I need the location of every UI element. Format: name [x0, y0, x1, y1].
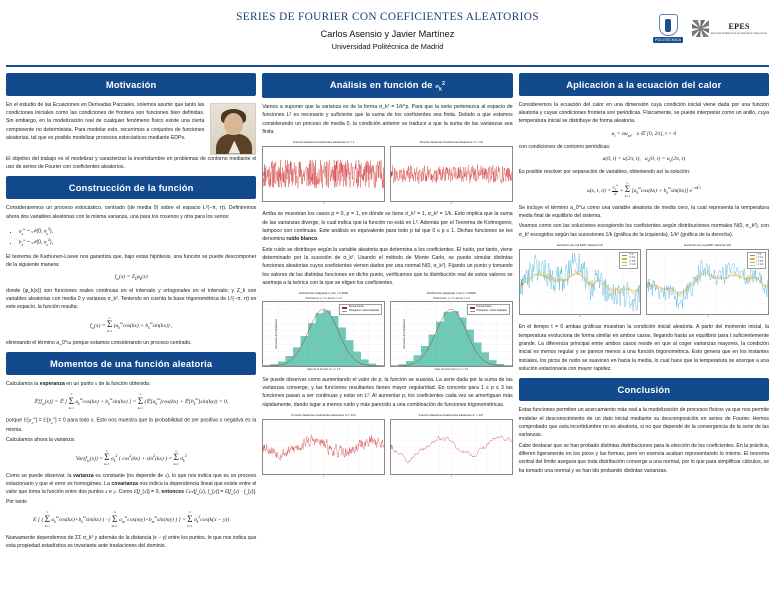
construccion-equation-1: $f_\omega(x) = Z_k\varphi_k(x)$ — [114, 274, 148, 282]
legend-t05: t = 0.5 — [628, 260, 636, 263]
chart-heat-1k2-title: Evolución de una EDP. Varianza 1/k² — [684, 243, 732, 248]
aplicacion-paragraph-3: Es posible resolver por separación de variables, obteniendo así la solución: — [518, 169, 691, 176]
figure-row-noise-bottom — [262, 414, 512, 478]
section-header-analisis — [262, 73, 512, 98]
chart-hist-right-legend — [467, 304, 510, 315]
authors: Carlos Asensio y Javier Martínez — [320, 29, 455, 39]
chart-noise-p0 — [262, 141, 385, 205]
chart-hist-left-xlabel: Valor de la función en x = 1.5 — [306, 367, 341, 371]
column-right — [519, 73, 769, 599]
chart-heat-1k-title: Evolución de una EDP. Varianza 1/k — [556, 243, 603, 248]
chart-noise-p3 — [262, 414, 385, 478]
chart-noise-p1-canvas — [391, 147, 512, 201]
section-header-conclusion: Conclusión — [519, 378, 769, 401]
chart-hist-right-ylabel: Densidad de probabilidad — [403, 319, 407, 349]
chart-noise-p5-xlabel: x — [450, 475, 452, 479]
legend-t10-b: t = 1.0 — [756, 263, 763, 266]
section-header-aplicacion: Aplicación a la ecuación del calor — [519, 73, 769, 96]
chart-noise-p0-axes — [262, 146, 385, 202]
construccion-bullet-1: • $a_k^\omega$ ~ 𝒩(0, $\sigma_k^2$), — [19, 226, 256, 237]
chart-noise-p3-ylabel: f(x) — [262, 444, 266, 449]
chart-noise-p0-canvas — [263, 147, 384, 201]
fourier-portrait-image — [210, 103, 256, 155]
analisis-ruido-blanco: ruido blanco — [286, 236, 318, 243]
conclusion-paragraph-1: Estas funciones permiten un acercamiento más real a la modelización de procesos físicos ya que nos permite modelar el desconocimiento de un dato inicial mediante su descomposición en series de Fourier. Hemos comprobado que esta incertidumbre no es aleatoria, si no que depende de la convergencia de la serie de las varianzas. — [518, 407, 769, 439]
chart-noise-p1-ylabel: f(x) — [390, 172, 394, 176]
chart-hist-right-axes — [390, 301, 513, 367]
construccion-equation-2: $f_\omega(x)$ = ∞ Σ k=1 $(a_k^\omega\cos(kx) + b_k^\omega\sin(kx))$ , — [89, 315, 173, 334]
figure-row-heat — [519, 244, 769, 318]
section-header-analisis-symbol: $\sigma_k^2$ — [435, 80, 446, 92]
aplicacion-paragraph-1: Consideremos la ecuación del calor en una dimensión cuya condición inicial viene dada por una función aleatoria y cuyas condiciones frontera son periódicas. Físicamente, se puede interpretar como un anillo, cuya temperatura inicial se distribuye de forma aleatoria. — [518, 101, 769, 125]
conclusion-paragraph-2: Cabe destacar que se han probado distintas distribuciones para la elección de los coeficientes. En la práctica, difieren ligeramente en los picos y las formas, pero en esencia acaban representando lo mismo. El teorema central del límite asegura que toda distribución converge a una normal, por lo que para simplificar cálculos, se ha tomado una normal y se han ido probando distintas varianzas. — [518, 442, 769, 474]
chart-noise-p5-ylabel: f(x) — [390, 444, 394, 449]
chart-noise-p5-title: Función Aleatoria Coeficientes Aleatorios σ² = 1/k⁵ — [419, 412, 484, 417]
momentos-equation-3: E [ ( ∞ Σ k=1 $a_k^\omega\cos(kx)+b_k^\omega\sin(kx)$ ) · ( ∞ Σ m=1 $a_m^\omega\cos(my)+b_m^\omega\sin(my)$ ) ] = ∞ Σ k=1 $\sigma_k^2\cos(k(x - y))$ — [33, 510, 230, 528]
legend-normal-teorica: Normal teórica — [348, 306, 364, 309]
aplicacion-equation-2: u(0, t) = u(2π, t), $u_x(0$, $t) = u_x(2\pi$, t) — [602, 156, 686, 164]
construccion-paragraph-2: El teorema de Karhunen-Loeve nos garantiza que, bajo estas hipótesis, una función se puede descomponer de la siguiente manera: — [6, 253, 257, 269]
chart-heat-1k — [519, 244, 642, 318]
chart-noise-p3-title: Función Aleatoria Coeficientes Aleatorios σ² = 1/k³ — [291, 412, 356, 417]
momentos-paragraph-3: Calculamos ahora la varianza: — [6, 437, 76, 444]
chart-noise-p1-axes — [390, 146, 513, 202]
legend-t05-b: t = 0.5 — [756, 260, 763, 263]
chart-noise-p1-xlabel: x — [450, 202, 452, 206]
momentos-paragraph-1: Calculamos la esperanza en un punto x de la función obtenida: — [6, 381, 151, 388]
chart-hist-right-title: Distribución Adaptada f_sum = 0.0000 — [426, 291, 476, 296]
construccion-bullets — [6, 226, 256, 248]
chart-hist-right-xlabel: Valor de la función en x = 1.5 — [434, 367, 469, 371]
chart-noise-p1-title: Función Aleatoria Coeficientes Aleatorios σ² = 1/k — [419, 140, 483, 145]
aplicacion-paragraph-2: con condiciones de contorno periódicas: — [518, 143, 611, 150]
construccion-paragraph-3: donde {φ_k(x)} son funciones reales continuas en el intervalo y ortogonales en el intervalo; y Z_k son variables aleatorias con media 0 y varianza σ_k². Teniendo en cuenta la base trigonométrica de L²(−π, π) en este espacio, la función resulta: — [6, 287, 257, 311]
momentos-paragraph-2: porque $𝔼[a_k^\omega]$ = $𝔼[b_k^\omega] = 0$ para todo k. Esto nos muestra que la probabilidad de ser positiva o negativa es la misma. — [6, 415, 257, 433]
legend-t10: t = 1.0 — [628, 263, 636, 266]
chart-hist-right-subtitle: Parámetros: μ = 0, desvío = 1.0 — [433, 297, 470, 301]
chart-noise-p0-ylabel: f(x) — [262, 172, 266, 176]
chart-noise-p3-axes — [262, 419, 385, 475]
figure-row-noise-top — [262, 141, 512, 205]
chart-heat-1k-xlabel: x — [579, 315, 581, 319]
upm-logo-tag: POLITÉCNICA — [655, 38, 682, 43]
affiliation: Universidad Politécnica de Madrid — [331, 42, 444, 51]
aplicacion-paragraph-4: Se incluye el término a_0^ω como una variable aleatoria de media cero, la cual representa la temperatura media final de equilibrio del sistema. — [518, 204, 769, 220]
legend-normal-teorica-2: Normal teórica — [476, 306, 492, 309]
chart-hist-right — [390, 292, 513, 370]
motivacion-paragraph-2: El objetivo del trabajo es el modelizar y caracterizar la incertidumbre en problemas de contorno mediante el uso de series de Fourier con coeficientes aleatorios. — [6, 155, 257, 170]
page-title-text: SERIES DE FOURIER CON COEFICIENTES ALEATORIOS — [236, 11, 539, 23]
chart-heat-1k2-axes — [646, 249, 769, 315]
upm-logo-icon — [653, 14, 683, 43]
momentos-paragraph-4: Como se puede observar, la varianza es constante (no depende de x), lo que nos indica que es un proceso estacionario y que el error es homogéneo. La covarianza nos indica la dependencia lineal que existe entre el valor que toma la función entre dos puntos x e y. Como $E[f_\omega(x)] = 0$, entonces $Cov[f_\omega(x)$, $f_\omega(y)] = E[f_\omega(x) \cdot f_\omega(y)]$. Por tanto — [6, 472, 257, 506]
chart-hist-left — [262, 292, 385, 370]
upm-crest-icon — [659, 14, 678, 36]
column-left — [6, 73, 256, 599]
section-header-momentos: Momentos de una función aleatoria — [6, 352, 256, 375]
chart-noise-p5-axes — [390, 419, 513, 475]
chart-heat-1k-axes — [519, 249, 642, 315]
legend-t01: t = 0.1 — [628, 257, 636, 260]
legend-t01-b: t = 0.1 — [756, 257, 763, 260]
momentos-equation-2: $Var(f_\omega(x))$ = ∞ Σ k=1 $\sigma_k^2$ ( $\cos^2(kx) + \sin^2(kx)$ ) = ∞ Σ k=1 $\sigma_k^2$ — [75, 448, 187, 467]
chart-noise-p5 — [390, 414, 513, 478]
momentos-equation-1: $𝔼[f_\omega(x)]$ = 𝔼 [ ∞ Σ k=1 $a_k^\omega\cos(kx) + b_k^\omega\sin(kx)$ ] = ∞ Σ k=1 ($𝔼[a_k^\omega]\cos(kx)$ + $𝔼[b_k^\omega]\sin(kx)) = 0$, — [34, 392, 229, 410]
chart-heat-1k2-ylabel: u(x,t) — [647, 278, 651, 285]
epes-logo-name: EPES — [728, 21, 750, 31]
chart-heat-1k-legend — [619, 252, 638, 270]
analisis-paragraph-3: Este ruido se distribuye según la variable aleatoria que determina a los coeficientes. El ruido, por tanto, viene determinado por la sucesión de σ_k². Usando el método de Monte Carlo, se puede simular distintas funciones aleatorias cuyos coeficientes vienen dados por una normal N(0, σ_k²). Fijando un punto y tomando los valores de las distintas funciones en dicho punto, verificamos que la distribución real de estos valores se asemeja a la teórica con la que se eligen los coeficientes. — [262, 246, 513, 287]
poster-columns — [0, 67, 775, 599]
chart-noise-p1 — [390, 141, 513, 205]
chart-noise-p0-xlabel: x — [323, 202, 325, 206]
chart-noise-p3-xlabel: x — [323, 475, 325, 479]
construccion-bullet-2: • $b_k^\omega$ ~ 𝒩(0, $\sigma_k^2$), — [19, 237, 256, 248]
legend-histograma-2: Histograma - Datos Adaptada — [476, 309, 507, 312]
chart-heat-1k2-legend — [747, 252, 766, 270]
construccion-paragraph-1: Consideraremos un proceso estocástico, centrado (de media 0) sobre el espacio L²(−π, π). Definiremos ahora dos variables aleatorias con la misma varianza, una para los cosenos y otra para los senos: — [6, 205, 257, 220]
legend-histograma: Histograma - Datos Adaptada — [348, 309, 379, 312]
chart-noise-p0-title: Función Aleatoria Coeficientes Aleatorios σ² = 1 — [293, 140, 355, 145]
section-header-analisis-text: Análisis en función de — [329, 78, 433, 90]
chart-heat-1k-ylabel: u(x,t) — [520, 278, 524, 285]
epes-logo-icon — [692, 20, 767, 37]
analisis-paragraph-2: Arriba se muestran los casos p = 0, p = 1, en dónde se tiene σ_k² = 1, σ_k² = 1/k. Esto implica que la suma de las varianzas diverge, lo cual indica que la función no está en L². Además por el Teorema de Kolmogorov, tampoco son continuas. Este análisis es equivalente para todo p tal que 0 ≤ p ≤ 1. Dichas funciones se les denomina ruido blanco. — [262, 211, 513, 243]
chart-noise-p5-canvas — [391, 420, 512, 474]
motivacion-paragraph-1: En el estudio de las Ecuaciones en Derivadas Parciales, solemos asumir que tanto las condiciones iniciales como las condiciones de frontera son funciones bien definidas. Sin embargo, en la modelización real de cualquier fenómeno físico existe una cierta componente no determinista. Para modelar esto, recurrimos a conjuntos de funciones aleatorias, tal que es posible modelizar procesos estocásticos mediante EDPs. — [6, 101, 205, 141]
epes-mark-icon — [692, 20, 709, 37]
legend-t0-b: t = 0 — [756, 253, 762, 256]
section-header-motivacion: Motivación — [6, 73, 256, 96]
analisis-paragraph-1: Vamos a suponer que la varianza es de la forma σ_k² = 1/k^p. Para que la serie pertenezca al espacio de funciones L² es necesario y suficiente que la suma de los coeficientes sea finita. Debido a que estamos considerando un proceso de media 0, la condición anterior se traduce a que la suma de las varianzas sea finita. — [262, 103, 513, 135]
legend-t0: t = 0 — [628, 253, 634, 256]
chart-hist-left-ylabel: Densidad de probabilidad — [275, 319, 279, 349]
column-middle — [262, 73, 512, 599]
chart-hist-left-subtitle: Parámetros: μ = 0, desvío = 1.0 — [305, 297, 342, 301]
analisis-paragraph-2-text: Arriba se muestran los casos p = 0, p = 1, en dónde se tiene σ_k² = 1, σ_k² = 1/k. Esto implica que la suma de las varianzas diverge, lo cual indica que la función no está en L². Además por el Teorema de Kolmogorov, tampoco son continuas. Este análisis es equivalente para todo p tal que 0 ≤ p ≤ 1. Dichas funciones se les denomina — [262, 211, 513, 243]
analisis-paragraph-4: Se puede observar como aumentando el valor de p, la función se suaviza. La serie dada por la suma de las varianzas converge, y las funciones resultantes tienen mayor regularidad. En concreto para 1 ≤ p ≤ 3 las funciones pasan a ser continuas y estar en L². Al aumentar p, los coeficientes cada vez se amortiguan más rápidamente, dando lugar a menos ruido y más parecido a una combinación de funciones trigonométricas. — [262, 376, 513, 408]
chart-heat-1k2 — [646, 244, 769, 318]
logo-group — [653, 14, 767, 43]
chart-heat-1k2-xlabel: x — [707, 315, 709, 319]
chart-hist-left-axes — [262, 301, 385, 367]
figure-row-hist — [262, 292, 512, 370]
epes-logo-sub: Escuela Politécnica de Estudios Superiores — [711, 30, 767, 35]
chart-hist-left-title: Distribución Adaptada f_sum = 0.0000 — [299, 291, 349, 296]
poster-header — [0, 0, 775, 62]
momentos-paragraph-5: Nuevamente dependemos de ΣΣ σ_k² y además de la distancia |x − y| entre los puntos, lo que nos indica que esta propiedad estadística es invariante ante traslaciones del dominio. — [6, 534, 257, 549]
chart-hist-left-legend — [339, 304, 382, 315]
section-header-construccion: Construcción de la función — [6, 176, 256, 199]
aplicacion-paragraph-6: En el tiempo t = 0 ambas gráficas muestran la condición inicial aleatoria. A partir del momento inicial, la temperatura evoluciona de forma similar en ambos casos, llegando hasta un equilibrio para t suficientemente grande. La diferencia principal entre ambos casos reside en que al coger varianzas mayores, la condición inicial es menos regular y se parece menos a una función trigonométrica. Esto genera que en los instantes iniciales, los picos de ruido se suavicen en hacia la media, lo cual hace que la temperatura se acerque a una solución estacionaria con mayor rapidez. — [518, 324, 769, 372]
aplicacion-paragraph-5: Veamos como son las soluciones escogiendo los coeficientes según distribuciones normales N(0, σ_k²), con σ_k² escogidos según las sucesiones 1/k (gráfica de la izquierda), 1/k² (gráfica de la derecha). — [518, 223, 769, 238]
construccion-paragraph-4: eliminando el término a_0^ω porque estamos considerando un proceso centrado. — [6, 339, 192, 346]
aplicacion-equation-3: u(x, t, $\sigma) = a_0^\omega$ 2 + ∞ Σ k=1 $[a_k^\omega\cos(kx) + b_k^\omega\sin(kx)]$ $e^{-\alpha k^2t}$ — [586, 180, 701, 199]
aplicacion-equation-1: $u_t = \alpha u_{xx}$, x ∈ [0, 2π], t > 0 — [611, 130, 677, 138]
chart-noise-p3-canvas — [263, 420, 384, 474]
